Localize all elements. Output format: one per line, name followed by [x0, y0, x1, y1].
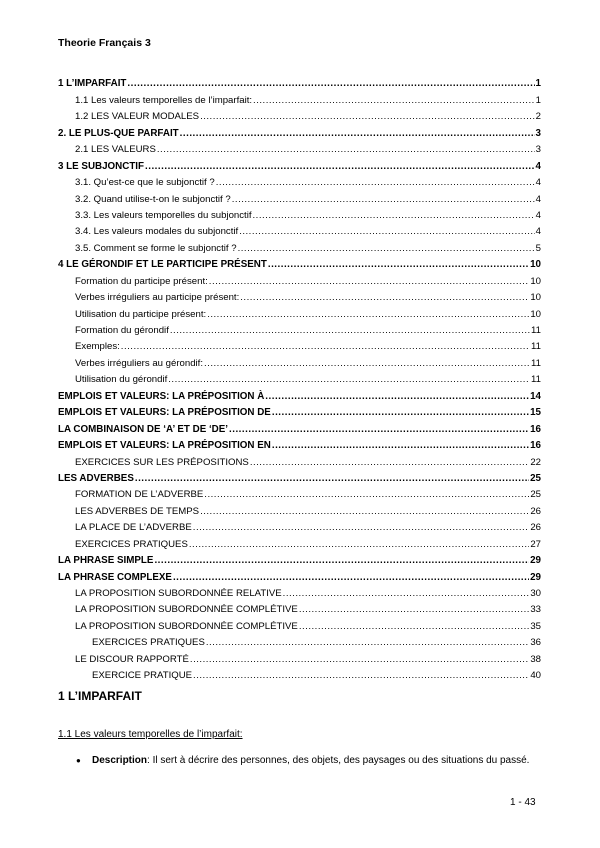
- toc-leader-dots: [121, 341, 530, 353]
- toc-entry-title: Utilisation du gérondif: [75, 374, 168, 386]
- toc-entry-page: 10: [530, 275, 541, 287]
- toc-entry-title: 1 L’IMPARFAIT: [58, 78, 127, 90]
- toc-leader-dots: [232, 194, 535, 206]
- toc-entry-page: 27: [530, 538, 541, 550]
- toc-leader-dots: [272, 407, 529, 419]
- toc-entry-page: 14: [530, 390, 541, 402]
- section-title: 1 L’IMPARFAIT: [58, 689, 142, 703]
- bullet-text: [92, 752, 529, 770]
- toc-entry-title: EXERCICES PRATIQUES: [75, 538, 188, 550]
- toc-entry[interactable]: [58, 74, 541, 90]
- toc-entry-page: 35: [530, 620, 541, 632]
- toc-entry[interactable]: [58, 616, 541, 632]
- toc-entry-page: 30: [530, 588, 541, 599]
- toc-entry-page: 25: [530, 489, 541, 501]
- toc-leader-dots: [168, 374, 530, 386]
- toc-entry-title: 3.2. Quand utilise-t-on le subjonctif ?: [75, 193, 231, 205]
- toc-entry-title: 3.5. Comment se forme le subjonctif ?: [75, 242, 237, 254]
- toc-entry-page: 26: [530, 522, 541, 534]
- toc-entry-title: Exemples:: [75, 341, 120, 353]
- toc-entry-title: 3 LE SUBJONCTIF: [58, 160, 145, 172]
- toc-entry[interactable]: [58, 584, 541, 600]
- toc-leader-dots: [238, 243, 535, 255]
- toc-entry-title: 1.1 Les valeurs temporelles de l’imparfait:: [75, 94, 253, 106]
- toc-entry-page: 11: [531, 341, 541, 353]
- toc-leader-dots: [193, 670, 529, 682]
- toc-entry-page: 4: [535, 193, 541, 205]
- toc-leader-dots: [204, 489, 529, 501]
- toc-entry-title: LA COMBINAISON DE ‘A’ ET DE ‘DE’: [58, 423, 229, 435]
- table-of-contents: [58, 74, 541, 682]
- toc-leader-dots: [299, 604, 529, 616]
- toc-entry[interactable]: [58, 123, 541, 139]
- toc-entry-title: EXERCICES PRATIQUES: [92, 637, 205, 649]
- toc-entry-title: LA PROPOSITION SUBORDONNÉE COMPLÉTIVE: [75, 604, 298, 616]
- toc-entry-page: 40: [530, 670, 541, 682]
- toc-leader-dots: [157, 144, 535, 156]
- toc-leader-dots: [206, 637, 529, 649]
- toc-leader-dots: [253, 210, 535, 222]
- toc-entry[interactable]: [58, 140, 541, 156]
- toc-entry-page: 26: [530, 505, 541, 517]
- bullet-description: : Il sert à décrire des personnes, des objets, des paysages ou des situations du passé.: [147, 755, 530, 766]
- toc-entry[interactable]: [58, 469, 541, 485]
- toc-entry-page: 5: [535, 242, 541, 254]
- toc-entry-title: EMPLOIS ET VALEURS: LA PRÉPOSITION À: [58, 390, 265, 402]
- toc-leader-dots: [216, 177, 535, 189]
- toc-leader-dots: [204, 358, 530, 370]
- toc-leader-dots: [173, 572, 529, 584]
- toc-entry[interactable]: [58, 386, 541, 402]
- toc-entry-page: 4: [535, 209, 541, 221]
- toc-entry-title: 2.1 LES VALEURS: [75, 144, 156, 156]
- toc-leader-dots: [200, 111, 535, 123]
- toc-entry[interactable]: [58, 534, 541, 550]
- toc-entry-page: 15: [530, 407, 541, 419]
- toc-entry-title: LA PHRASE SIMPLE: [58, 555, 154, 567]
- toc-entry-title: LA PHRASE COMPLEXE: [58, 571, 172, 583]
- toc-entry[interactable]: [58, 189, 541, 205]
- toc-entry-title: 3.1. Qu’est-ce que le subjonctif ?: [75, 177, 215, 189]
- toc-entry[interactable]: [58, 222, 541, 238]
- toc-leader-dots: [240, 292, 529, 304]
- toc-entry-page: 25: [530, 472, 541, 484]
- toc-leader-dots: [127, 78, 534, 90]
- toc-leader-dots: [299, 621, 529, 633]
- toc-entry[interactable]: [58, 633, 541, 649]
- toc-entry-page: 10: [530, 259, 541, 271]
- bullet-item: [76, 752, 542, 770]
- toc-entry-page: 10: [530, 292, 541, 304]
- toc-entry-title: Utilisation du participe présent:: [75, 308, 207, 320]
- toc-entry-page: 3: [535, 144, 541, 156]
- toc-entry[interactable]: [58, 107, 541, 123]
- toc-entry[interactable]: [58, 353, 541, 369]
- toc-leader-dots: [135, 473, 529, 485]
- toc-entry-title: LES ADVERBES: [58, 472, 134, 484]
- toc-entry[interactable]: [58, 403, 541, 419]
- toc-leader-dots: [193, 522, 530, 534]
- toc-entry[interactable]: [58, 436, 541, 452]
- toc-entry-page: 3: [535, 127, 541, 139]
- toc-entry-title: LA PROPOSITION SUBORDONNÉE RELATIVE: [75, 588, 282, 599]
- toc-entry-page: 29: [530, 571, 541, 583]
- page-number: 1 - 43: [510, 797, 536, 808]
- toc-entry[interactable]: [58, 600, 541, 616]
- toc-entry-title: 3.4. Les valeurs modales du subjonctif: [75, 226, 239, 238]
- toc-entry[interactable]: [58, 567, 541, 583]
- toc-entry[interactable]: [58, 90, 541, 106]
- toc-entry-page: 33: [530, 604, 541, 616]
- toc-leader-dots: [154, 555, 529, 567]
- toc-entry[interactable]: [58, 551, 541, 567]
- document-header: Theorie Français 3: [58, 37, 151, 49]
- toc-entry-title: LA PROPOSITION SUBORDONNÉE COMPLÉTIVE: [75, 620, 298, 632]
- toc-leader-dots: [170, 325, 530, 337]
- toc-leader-dots: [272, 440, 529, 452]
- toc-entry[interactable]: [58, 271, 541, 287]
- toc-entry-page: 16: [530, 423, 541, 435]
- toc-leader-dots: [145, 161, 535, 173]
- toc-leader-dots: [200, 506, 529, 518]
- toc-entry-title: EXERCICES SUR LES PRÉPOSITIONS: [75, 456, 249, 468]
- toc-leader-dots: [207, 309, 529, 321]
- toc-entry-title: LA PLACE DE L’ADVERBE: [75, 522, 192, 534]
- bullet-icon: ●: [76, 756, 81, 765]
- toc-leader-dots: [239, 226, 534, 238]
- toc-entry-title: LE DISCOUR RAPPORTÉ: [75, 653, 189, 665]
- toc-entry[interactable]: [58, 419, 541, 435]
- toc-entry-page: 11: [531, 325, 541, 336]
- toc-entry[interactable]: [58, 156, 541, 172]
- toc-entry-title: EXERCICE PRATIQUE: [92, 670, 193, 682]
- toc-entry[interactable]: [58, 518, 541, 534]
- toc-entry-title: 3.3. Les valeurs temporelles du subjonctif: [75, 209, 252, 221]
- toc-entry-title: FORMATION DE L’ADVERBE: [75, 489, 204, 501]
- toc-entry-title: Verbes irréguliers au gérondif:: [75, 357, 203, 369]
- toc-entry-page: 1: [535, 94, 541, 106]
- toc-entry[interactable]: [58, 321, 541, 337]
- toc-entry[interactable]: [58, 485, 541, 501]
- subsection-title: 1.1 Les valeurs temporelles de l’imparfait:: [58, 729, 243, 740]
- toc-entry[interactable]: [58, 238, 541, 254]
- toc-leader-dots: [180, 128, 535, 140]
- toc-entry-page: 4: [535, 226, 541, 238]
- toc-entry-page: 4: [535, 177, 541, 189]
- toc-leader-dots: [229, 424, 529, 436]
- toc-leader-dots: [209, 276, 530, 288]
- toc-entry-title: Verbes irréguliers au participe présent:: [75, 292, 240, 304]
- toc-leader-dots: [189, 539, 529, 551]
- bullet-label: Description: [92, 755, 148, 766]
- toc-entry-page: 16: [530, 440, 541, 452]
- toc-leader-dots: [283, 588, 530, 600]
- toc-entry-page: 4: [535, 160, 541, 172]
- toc-entry-page: 2: [535, 111, 541, 123]
- toc-entry-page: 22: [530, 456, 541, 468]
- toc-entry-title: 4 LE GÉRONDIF ET LE PARTICIPE PRÉSENT: [58, 259, 267, 271]
- toc-entry[interactable]: [58, 206, 541, 222]
- toc-entry-page: 1: [535, 78, 541, 90]
- toc-entry-page: 11: [531, 374, 541, 386]
- toc-entry-title: 1.2 LES VALEUR MODALES: [75, 111, 200, 123]
- toc-entry[interactable]: [58, 649, 541, 665]
- toc-entry-page: 10: [530, 308, 541, 320]
- toc-entry-title: Formation du gérondif: [75, 325, 169, 336]
- toc-entry-page: 38: [530, 653, 541, 665]
- toc-leader-dots: [250, 457, 530, 469]
- toc-entry-page: 29: [530, 555, 541, 567]
- toc-leader-dots: [253, 95, 535, 107]
- toc-leader-dots: [265, 391, 529, 403]
- toc-entry-title: Formation du participe présent:: [75, 275, 208, 287]
- toc-entry-title: EMPLOIS ET VALEURS: LA PRÉPOSITION EN: [58, 440, 271, 452]
- toc-entry[interactable]: [58, 370, 541, 386]
- toc-entry[interactable]: [58, 452, 541, 468]
- toc-entry[interactable]: [58, 304, 541, 320]
- toc-entry[interactable]: [58, 288, 541, 304]
- toc-leader-dots: [268, 259, 529, 271]
- toc-entry[interactable]: [58, 173, 541, 189]
- toc-entry-page: 36: [530, 637, 541, 649]
- toc-entry[interactable]: [58, 666, 541, 682]
- toc-leader-dots: [190, 654, 529, 666]
- toc-entry[interactable]: [58, 337, 541, 353]
- toc-entry[interactable]: [58, 501, 541, 517]
- toc-entry-title: LES ADVERBES DE TEMPS: [75, 505, 200, 517]
- toc-entry-title: 2. LE PLUS-QUE PARFAIT: [58, 127, 179, 139]
- toc-entry[interactable]: [58, 255, 541, 271]
- toc-entry-page: 11: [531, 357, 541, 369]
- toc-entry-title: EMPLOIS ET VALEURS: LA PRÉPOSITION DE: [58, 407, 271, 419]
